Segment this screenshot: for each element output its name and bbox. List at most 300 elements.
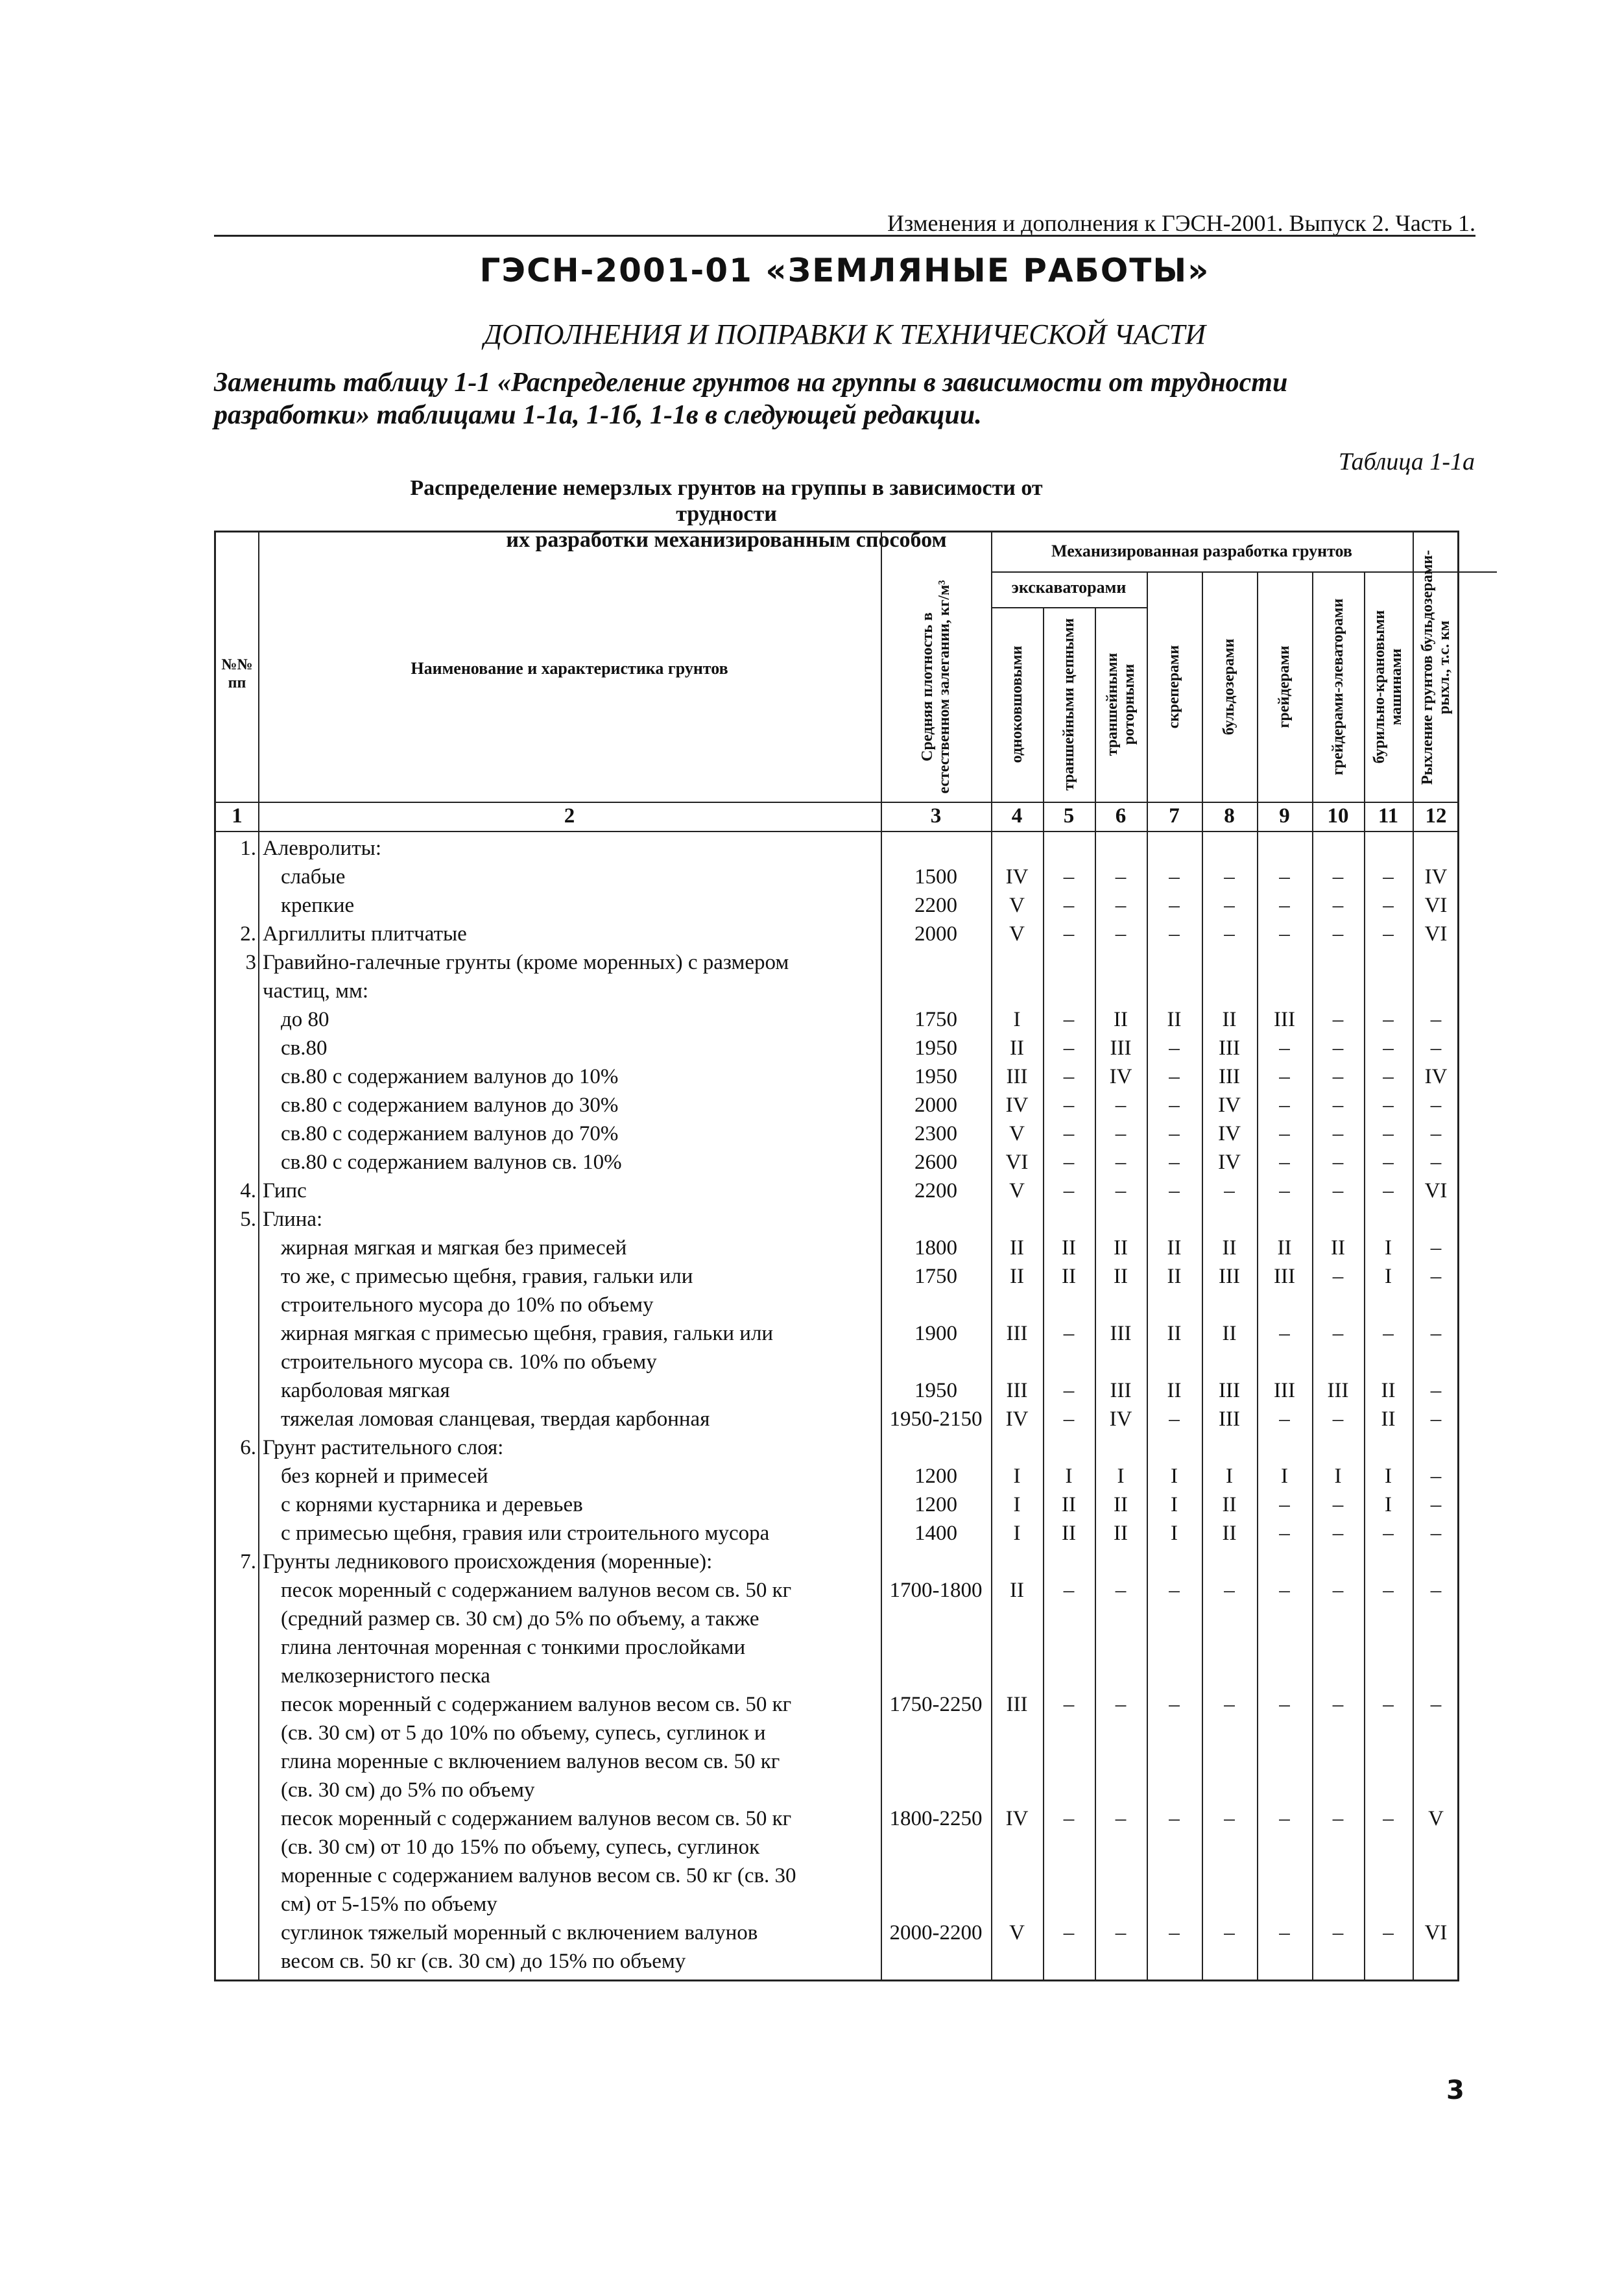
soil-name: (св. 30 см) от 10 до 15% по объему, супесь, суглинок [281,1836,760,1859]
group-value: – [1169,1122,1180,1145]
group-value: – [1169,922,1180,946]
group-value: – [1332,1807,1344,1830]
group-value: III [1110,1036,1132,1060]
group-value: – [1332,1407,1344,1431]
group-value: II [1222,1322,1237,1345]
soil-name: суглинок тяжелый моренный с включением валунов [281,1921,758,1944]
group-value: – [1383,1008,1394,1031]
group-value: – [1430,1493,1442,1516]
col-header-single-bucket: одноковшовыми [1009,645,1025,763]
col-header-drill-crane: бурильно-крановыми машинами [1371,610,1405,764]
row-number: 5. [240,1208,256,1231]
soil-name: глина моренные с включением валунов весом св. 50 кг [281,1750,780,1773]
group-value: I [1334,1465,1342,1488]
caption-line-2: их разработки механизированным способом [506,528,947,552]
group-value: V [1009,1122,1025,1145]
group-value: II [1222,1522,1237,1545]
group-value: – [1430,1693,1442,1716]
group-value: – [1383,1122,1394,1145]
group-value: – [1430,1122,1442,1145]
group-value: I [1385,1236,1392,1260]
density-value: 2200 [914,1179,957,1202]
caption-line-1: Распределение немерзлых грунтов на группы в зависимости от трудности [410,476,1043,526]
density-value: 2200 [914,894,957,917]
grid-line [216,831,1459,832]
density-value: 1750 [914,1008,957,1031]
group-value: II [1381,1379,1396,1402]
soil-name: жирная мягкая с примесью щебня, гравия, гальки или [281,1322,774,1345]
group-value: II [1062,1522,1076,1545]
density-value: 1500 [914,865,957,889]
group-value: I [1171,1522,1178,1545]
instruction-line-1: Заменить таблицу 1-1 «Распределение грунтов на группы в зависимости от трудности [214,368,1288,398]
soil-name: Гипс [263,1179,307,1202]
group-value: II [1222,1008,1237,1031]
instruction-line-2: разработки» таблицами 1-1а, 1-1б, 1-1в в следующей редакции. [214,400,982,430]
group-value: III [1274,1379,1295,1402]
group-value: – [1383,1522,1394,1545]
group-value: – [1115,1921,1127,1944]
group-value: – [1430,1407,1442,1431]
group-value: – [1115,1122,1127,1145]
col-number: 7 [1169,804,1180,828]
group-value: I [1226,1465,1233,1488]
density-value: 1200 [914,1493,957,1516]
soil-name: песок моренный с содержанием валунов весом св. 50 кг [281,1807,792,1830]
row-number: 3 [245,951,256,974]
group-value: – [1332,1493,1344,1516]
group-value: – [1430,1236,1442,1260]
group-value: – [1430,1522,1442,1545]
group-value: I [1171,1465,1178,1488]
group-value: – [1063,1407,1075,1431]
group-value: – [1224,922,1235,946]
group-value: III [1219,1407,1240,1431]
group-value: – [1279,1579,1290,1602]
soil-name: Аргиллиты плитчатые [263,922,467,946]
group-value: II [1114,1236,1128,1260]
group-value: – [1169,1807,1180,1830]
density-value: 1950 [914,1065,957,1088]
soil-name: частиц, мм: [263,979,369,1003]
soil-name: то же, с примесью щебня, гравия, гальки или [281,1265,693,1288]
col-number: 6 [1115,804,1127,828]
group-value: – [1332,1122,1344,1145]
group-value: – [1169,1407,1180,1431]
group-value: – [1063,1008,1075,1031]
group-value: – [1115,1094,1127,1117]
group-value: I [1117,1465,1125,1488]
density-value: 1700-1800 [889,1579,983,1602]
group-value: I [1385,1465,1392,1488]
soil-name: Гравийно-галечные грунты (кроме моренных) с размером [263,951,789,974]
col-header-grader-elevators: грейдерами-элеваторами [1330,598,1346,776]
group-value: II [1167,1379,1182,1402]
density-value: 2600 [914,1151,957,1174]
group-value: – [1332,1921,1344,1944]
group-value: – [1063,1693,1075,1716]
col-number: 2 [564,804,575,828]
col-number: 1 [232,804,243,828]
group-value: I [1281,1465,1288,1488]
group-value: – [1383,922,1394,946]
col-header-mechanized: Механизированная разработка грунтов [1051,542,1352,560]
group-value: IV [1109,1407,1132,1431]
soil-name: строительного мусора св. 10% по объему [281,1350,657,1374]
group-value: – [1383,1036,1394,1060]
group-value: – [1279,1407,1290,1431]
group-value: – [1115,865,1127,889]
group-value: – [1332,1522,1344,1545]
document-title: ГЭСН-2001-01 «ЗЕМЛЯНЫЕ РАБОТЫ» [479,252,1210,289]
group-value: II [1167,1322,1182,1345]
group-value: – [1063,1065,1075,1088]
group-value: II [1010,1236,1024,1260]
group-value: – [1169,1921,1180,1944]
group-value: – [1115,894,1127,917]
group-value: III [1006,1065,1028,1088]
group-value: II [1062,1265,1076,1288]
group-value: II [1277,1236,1292,1260]
soil-name: Алевролиты: [263,837,381,860]
group-value: V [1009,922,1025,946]
group-value: – [1115,1179,1127,1202]
row-number: 7. [240,1550,256,1573]
grid-line [991,607,1147,608]
row-number: 4. [240,1179,256,1202]
group-value: – [1279,1151,1290,1174]
group-value: I [1013,1008,1021,1031]
group-value: II [1381,1407,1396,1431]
soil-name: (средний размер св. 30 см) до 5% по объему, а также [281,1607,759,1631]
group-value: – [1383,1179,1394,1202]
group-value: – [1279,1921,1290,1944]
soil-name: песок моренный с содержанием валунов весом св. 50 кг [281,1693,792,1716]
group-value: VI [1424,1179,1448,1202]
group-value: VI [1424,1921,1448,1944]
group-value: II [1114,1493,1128,1516]
group-value: – [1279,1065,1290,1088]
group-value: III [1219,1065,1240,1088]
group-value: II [1062,1493,1076,1516]
soil-name: (св. 30 см) от 5 до 10% по объему, супесь, суглинок и [281,1721,766,1745]
table-number: Таблица 1-1а [1338,448,1475,475]
soil-name: см) от 5-15% по объему [281,1893,497,1916]
group-value: – [1279,865,1290,889]
group-value: – [1279,1122,1290,1145]
soil-name: до 80 [281,1008,329,1031]
instruction-text [214,366,1475,431]
density-value: 1800-2250 [889,1807,983,1830]
group-value: VI [1424,922,1448,946]
group-value: – [1279,1807,1290,1830]
soil-name: глина ленточная моренная с тонкими прослойками [281,1636,746,1659]
group-value: – [1224,1807,1235,1830]
soil-name: с корнями кустарника и деревьев [281,1493,583,1516]
group-value: IV [1005,865,1029,889]
group-value: – [1115,1807,1127,1830]
group-value: – [1332,1094,1344,1117]
col-header-trench-chain: траншейными цепными [1060,618,1077,791]
group-value: IV [1424,865,1448,889]
soil-name: мелкозернистого песка [281,1664,490,1688]
group-value: – [1279,1693,1290,1716]
soil-name: св.80 с содержанием валунов до 70% [281,1122,619,1145]
group-value: – [1063,1921,1075,1944]
group-value: – [1063,1151,1075,1174]
group-value: – [1279,1179,1290,1202]
group-value: – [1115,1579,1127,1602]
group-value: II [1114,1008,1128,1031]
soil-name: крепкие [281,894,355,917]
col-header-name: Наименование и характеристика грунтов [411,659,728,678]
group-value: – [1430,1322,1442,1345]
group-value: – [1430,1379,1442,1402]
density-value: 1750 [914,1265,957,1288]
density-value: 1900 [914,1322,957,1345]
soil-name: весом св. 50 кг (св. 30 см) до 15% по объему [281,1950,686,1973]
group-value: III [1110,1322,1132,1345]
density-value: 1950-2150 [889,1407,983,1431]
group-value: – [1115,1693,1127,1716]
col-header-trench-rotary: траншейными роторными [1104,652,1138,756]
soil-name: строительного мусора до 10% по объему [281,1293,654,1317]
group-value: – [1383,1322,1394,1345]
group-value: II [1167,1008,1182,1031]
group-value: II [1222,1493,1237,1516]
group-value: I [1013,1465,1021,1488]
group-value: – [1332,1322,1344,1345]
group-value: – [1383,1065,1394,1088]
group-value: IV [1109,1065,1132,1088]
group-value: – [1224,1179,1235,1202]
group-value: – [1332,1693,1344,1716]
group-value: – [1383,865,1394,889]
col-header-density: Средняя плотность в естественном залегании, кг/м³ [919,580,953,794]
group-value: – [1383,1921,1394,1944]
group-value: – [1063,894,1075,917]
group-value: – [1063,1122,1075,1145]
density-value: 2300 [914,1122,957,1145]
col-number: 4 [1011,804,1023,828]
grid-line [258,532,259,1981]
group-value: III [1219,1036,1240,1060]
density-value: 1950 [914,1036,957,1060]
group-value: – [1115,1151,1127,1174]
soil-name: Грунт растительного слоя: [263,1436,504,1459]
col-header-ripping: Рыхление грунтов бульдозерами-рыхл., т.с. км [1419,550,1453,785]
group-value: II [1010,1036,1024,1060]
group-value: – [1332,1036,1344,1060]
group-value: – [1224,894,1235,917]
col-header-scrapers: скреперами [1165,645,1182,729]
group-value: III [1110,1379,1132,1402]
group-value: – [1383,1807,1394,1830]
group-value: – [1115,922,1127,946]
group-value: – [1332,894,1344,917]
row-number: 1. [240,837,256,860]
group-value: – [1063,1379,1075,1402]
density-value: 1750-2250 [889,1693,983,1716]
group-value: – [1332,922,1344,946]
row-number: 6. [240,1436,256,1459]
group-value: V [1009,894,1025,917]
group-value: – [1430,1094,1442,1117]
group-value: II [1167,1236,1182,1260]
density-value: 1400 [914,1522,957,1545]
group-value: – [1169,865,1180,889]
group-value: – [1063,1579,1075,1602]
group-value: III [1219,1265,1240,1288]
group-value: – [1224,865,1235,889]
col-number: 8 [1224,804,1235,828]
group-value: – [1332,1265,1344,1288]
group-value: – [1430,1151,1442,1174]
row-number: 2. [240,922,256,946]
col-number: 5 [1063,804,1075,828]
group-value: I [1013,1522,1021,1545]
soil-name: тяжелая ломовая сланцевая, твердая карбонная [281,1407,710,1431]
group-value: V [1009,1921,1025,1944]
density-value: 2000 [914,1094,957,1117]
col-number: 9 [1279,804,1290,828]
group-value: – [1279,1322,1290,1345]
density-value: 2000-2200 [889,1921,983,1944]
group-value: – [1063,1179,1075,1202]
group-value: III [1274,1265,1295,1288]
group-value: II [1222,1236,1237,1260]
group-value: III [1274,1008,1295,1031]
soil-name: слабые [281,865,346,889]
col-number: 12 [1425,804,1447,828]
group-value: VI [1424,894,1448,917]
group-value: – [1169,1036,1180,1060]
group-value: – [1279,922,1290,946]
section-title: ДОПОЛНЕНИЯ И ПОПРАВКИ К ТЕХНИЧЕСКОЙ ЧАСТИ [484,318,1206,350]
running-header: Изменения и дополнения к ГЭСН-2001. Выпуск 2. Часть 1. [887,210,1475,236]
soil-name: моренные с содержанием валунов весом св. 50 кг (св. 30 [281,1864,796,1887]
group-value: III [1219,1379,1240,1402]
soil-name: (св. 30 см) до 5% по объему [281,1778,535,1802]
soil-name: карболовая мягкая [281,1379,450,1402]
group-value: II [1010,1265,1024,1288]
group-value: – [1169,1065,1180,1088]
group-value: – [1063,1322,1075,1345]
group-value: – [1063,1094,1075,1117]
group-value: IV [1218,1122,1241,1145]
group-value: – [1430,1036,1442,1060]
group-value: II [1331,1236,1345,1260]
group-value: IV [1005,1094,1029,1117]
group-value: VI [1005,1151,1029,1174]
group-value: – [1332,1179,1344,1202]
group-value: V [1428,1807,1444,1830]
density-value: 1800 [914,1236,957,1260]
soil-name: св.80 с содержанием валунов до 10% [281,1065,619,1088]
group-value: – [1169,1151,1180,1174]
soil-name: жирная мягкая и мягкая без примесей [281,1236,627,1260]
group-value: II [1062,1236,1076,1260]
group-value: II [1114,1522,1128,1545]
col-header-graders: грейдерами [1276,645,1293,728]
group-value: II [1167,1265,1182,1288]
soil-name: Глина: [263,1208,323,1231]
group-value: – [1063,922,1075,946]
density-value: 2000 [914,922,957,946]
group-value: – [1383,1094,1394,1117]
group-value: – [1383,1693,1394,1716]
soil-name: Грунты ледникового происхождения (моренные): [263,1550,713,1573]
group-value: – [1383,1579,1394,1602]
group-value: – [1332,1065,1344,1088]
group-value: I [1065,1465,1073,1488]
header-rule [214,235,1475,237]
group-value: – [1169,1693,1180,1716]
density-value: 1200 [914,1465,957,1488]
group-value: – [1383,894,1394,917]
group-value: – [1279,1522,1290,1545]
group-value: – [1224,1579,1235,1602]
col-number: 3 [930,804,942,828]
group-value: – [1224,1921,1235,1944]
page-number: 3 [1446,2076,1464,2105]
group-value: – [1169,894,1180,917]
col-header-num: №№ пп [221,656,253,691]
group-value: – [1383,1151,1394,1174]
group-value: – [1169,1579,1180,1602]
group-value: I [1385,1265,1392,1288]
group-value: II [1010,1579,1024,1602]
soil-name: с примесью щебня, гравия или строительного мусора [281,1522,770,1545]
group-value: – [1332,1579,1344,1602]
soil-name: св.80 с содержанием валунов до 30% [281,1094,619,1117]
density-value: 1950 [914,1379,957,1402]
group-value: – [1063,865,1075,889]
group-value: III [1006,1322,1028,1345]
col-number: 10 [1327,804,1349,828]
group-value: IV [1218,1094,1241,1117]
col-header-bulldozers: бульдозерами [1221,638,1237,736]
soil-groups-table [214,531,1459,1981]
group-value: – [1430,1579,1442,1602]
group-value: – [1332,1008,1344,1031]
group-value: – [1279,1036,1290,1060]
group-value: – [1169,1179,1180,1202]
group-value: IV [1218,1151,1241,1174]
col-number: 11 [1378,804,1399,828]
soil-name: песок моренный с содержанием валунов весом св. 50 кг [281,1579,792,1602]
group-value: – [1430,1465,1442,1488]
group-value: – [1169,1094,1180,1117]
group-value: I [1385,1493,1392,1516]
group-value: IV [1005,1407,1029,1431]
group-value: III [1006,1693,1028,1716]
group-value: – [1224,1693,1235,1716]
group-value: – [1063,1807,1075,1830]
soil-name: св.80 с содержанием валунов св. 10% [281,1151,622,1174]
group-value: I [1013,1493,1021,1516]
group-value: I [1171,1493,1178,1516]
group-value: IV [1424,1065,1448,1088]
group-value: – [1430,1008,1442,1031]
group-value: – [1279,1493,1290,1516]
group-value: II [1114,1265,1128,1288]
group-value: – [1332,1151,1344,1174]
soil-name: св.80 [281,1036,328,1060]
group-value: – [1279,894,1290,917]
group-value: – [1430,1265,1442,1288]
soil-name: без корней и примесей [281,1465,488,1488]
